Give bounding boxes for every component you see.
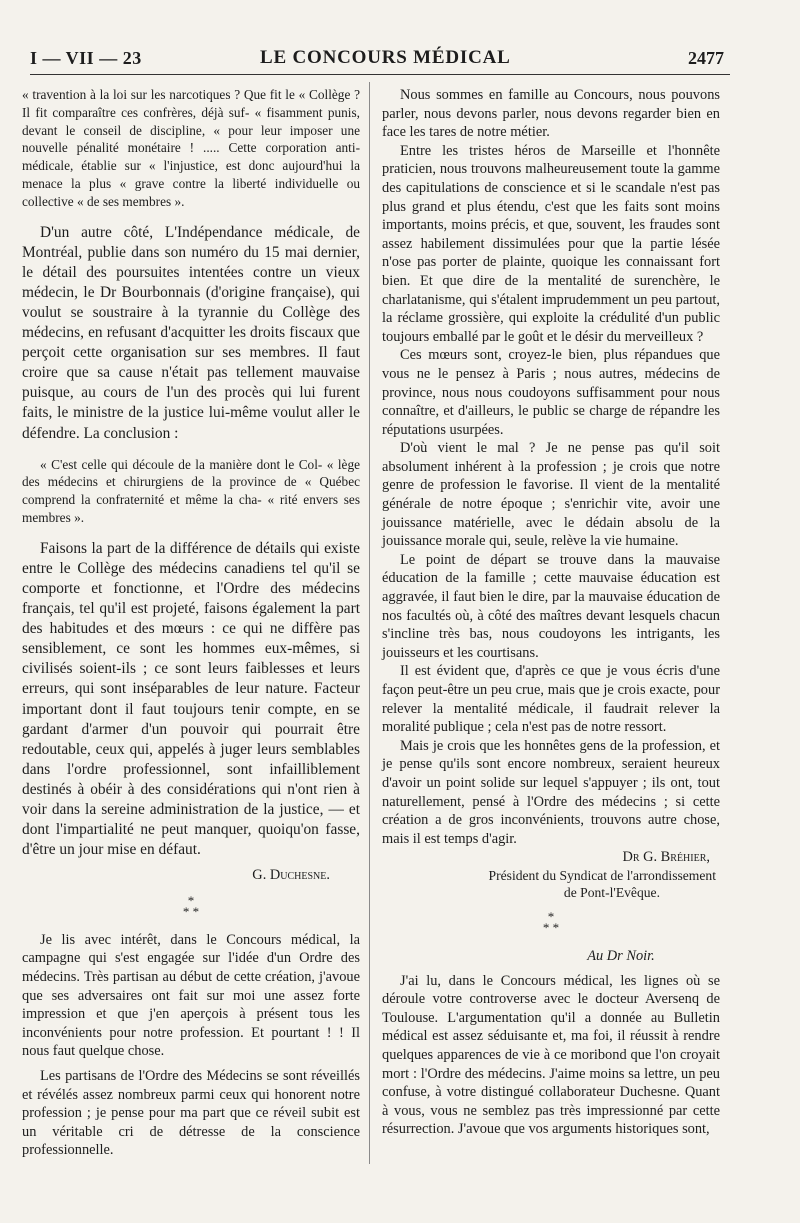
column-divider	[369, 82, 370, 1164]
signature-duchesne: G. Duchesne.	[252, 867, 330, 884]
page-number: 2477	[688, 48, 724, 68]
star-bottom: * *	[182, 903, 200, 919]
paragraph-partisans: Les partisans de l'Ordre des Médecins se sont réveillés et révélés assez nombreux parmi ceux qui honorent notre profession ; je pense pour ma part que ce réveil subit est un véritable cri de détresse de la conscience professionnelle.	[22, 1068, 360, 1159]
paragraph-mal: D'où vient le mal ? Je ne pense pas qu'il soit absolument inhérent à la profession ; je crois que notre genre de profession le favorise. Il vient de la mentalité générale de notre époque ; s'enrichir vite, avoir une jouissance matérielle, avec le dédain absolu de la jouissance morale qui, seule, relève la vie humaine.	[382, 440, 720, 550]
star-top: *	[187, 892, 195, 908]
paragraph-marseille: Entre les tristes héros de Marseille et l'honnête praticien, nous trouvons malheureusement toute la gamme des capitulations de conscience et si le scandale n'est pas plus grand et plus étendu, c'est que les faits sont moins importants, moins précis, et que, souvent, les fraudes sont assez habilement dissimulées pour que la partie lésée n'ose pas porter de plainte, quoique les connaissant fort bien. Et que dire de la mentalité de surenchère, le charlatanisme, qui s'étalent imprudemment un peu partout, la réclame grossière, qui exploite la crédulité d'un public toujours emballé par le goût et le désir du merveilleux ?	[382, 142, 720, 345]
star-top: *	[547, 908, 555, 924]
quote-conclusion: « C'est celle qui découle de la manière dont le Col- « lège des médecins et chirurgiens de la province de « Québec comprend la confraternité et même la cha- « rité envers ses membres ».	[22, 456, 360, 525]
issue-number: I — VII — 23	[30, 48, 142, 68]
right-column	[382, 86, 720, 1139]
paragraph-jai-lu: J'ai lu, dans le Concours médical, les lignes où se déroule votre controverse avec le docteur Aversenq de Toulouse. L'argumentation qu'il a donnée au Bulletin médical est assez séduisante et, ma foi, il réussit à rendre quelques apparences de vie à ce moribond que l'on croyait mort : l'Ordre des médecins. J'aime moins sa lettre, un peu confuse, à votre distingué collaborateur Duchesne. Quant à vous, vous ne semblez pas très impressionné par cette résurrection. J'avoue que vos arguments historiques sont,	[382, 972, 720, 1138]
journal-title: LE CONCOURS MÉDICAL	[260, 47, 511, 68]
paragraph-moeurs: Ces mœurs sont, croyez-le bien, plus répandues que vous ne le pensez à Paris ; nous autres, médecins de province, nous nous coudoyons suffisamment pour nous connaître, et d'ailleurs, le public se charge de répandre les réputations usurpées.	[382, 347, 720, 438]
left-column	[22, 86, 360, 1160]
letter-heading: Au Dr Noir.	[587, 947, 655, 964]
section-separator	[22, 892, 360, 919]
paragraph-difference: Faisons la part de la différence de détails qui existe entre le Collège des médecins canadiens tel qu'il se comporte et fonctionne, et l'Ordre des médecins français, tel qu'il est projeté, faisons également la part des habitudes et des mœurs : ce qui ne diffère pas sensiblement, ce sont les hommes eux-mêmes, si civilisés soient-ils ; ce sont leurs faiblesses et leurs erreurs, qui sont inséparables de leur nature. Facteur important dont il faut toujours tenir compte, en se gardant d'armer d'un pouvoir qui pourrait être redoutable, ceux qui, appelés à juger leurs semblables dans l'ordre professionnel, sont infailliblement destinés à obéir à des considérations qui n'ont rien à voir dans la sereine administration de la justice, — et dont l'impartialité ne peut manquer, quoiqu'on fasse, d'être un jour mise en défaut.	[22, 539, 360, 859]
paragraph-education: Le point de départ se trouve dans la mauvaise éducation de la famille ; cette mauvaise éducation est aggravée, il faut bien le dire, par la mauvaise éducation de nos facultés où, à côté des maîtres devant lesquels chacun s'incline très bas, nous coudoyons les intrigants, les jouisseurs et les courtisans.	[382, 551, 720, 661]
paragraph-independance: D'un autre côté, L'Indépendance médicale, de Montréal, publie dans son numéro du 15 mai dernier, le détail des poursuites intentées contre un vieux médecin, le Dr Bourbonnais (d'origine française), qui voulut se soustraire à la tyrannie du Collège des médecins, en refusant d'acquitter les droits fiscaux que perçoit cette organisation sur ses membres. Il faut croire que sa cause n'était pas tellement mauvaise puisque, au cours de l'un des procès qui lui furent faits, le ministre de la justice lui-même voulut aller le défendre. La conclusion :	[22, 223, 360, 442]
quote-narcotiques: « travention à la loi sur les narcotiques ? Que fit le « Collège ? Il fit comparaître ces confrères, déjà suf- « fisamment punis, devant le conseil de discipline, « pour leur imposer une nouvelle pénalité monétaire ! ..... Cette corporation anti-médicale, établie sur « l'injustice, est donc aujourd'hui la menace la plus « grave contre la liberté individuelle ou collective « de ses membres ».	[22, 87, 360, 209]
affiliation-line1: Président du Syndicat de l'arrondissement	[488, 867, 716, 883]
paragraph-je-lis: Je lis avec intérêt, dans le Concours médical, la campagne qui s'est engagée sur l'idée d'un Ordre des médecins. Très partisan au début de cette création, j'avoue que ses adversaires ont fait sur moi une assez forte impression et que j'en aperçois à présent tous les inconvénients pour notre profession. Et pourtant ! ! Il nous faut quelque chose.	[22, 931, 360, 1060]
star-bottom: * *	[542, 919, 560, 935]
affiliation-line2: de Pont-l'Evêque.	[563, 884, 660, 900]
paragraph-famille: Nous sommes en famille au Concours, nous pouvons parler, nous devons parler, nous devons regarder bien en face les tares de notre métier.	[382, 87, 720, 141]
page-header	[30, 44, 730, 75]
section-separator-right	[382, 908, 720, 935]
paragraph-evident: Il est évident que, d'après ce que je vous écris d'une façon peut-être un peu crue, mais que je crois exacte, pour relever la mentalité médicale, il faudrait relever la moralité publique ; cela n'est pas de notre ressort.	[382, 663, 720, 736]
signature-brehier: Dr G. Bréhier,	[622, 849, 710, 866]
paragraph-honnetes-gens: Mais je crois que les honnêtes gens de la profession, et je pense qu'ils sont encore nombreux, seraient heureux d'avoir un point solide sur lequel s'appuyer ; ils ont, tout naturellement, pensé à l'Ordre des médecins ; si cette création a de gros inconvénients, trouvons autre chose, mais il est temps d'agir.	[382, 737, 720, 847]
